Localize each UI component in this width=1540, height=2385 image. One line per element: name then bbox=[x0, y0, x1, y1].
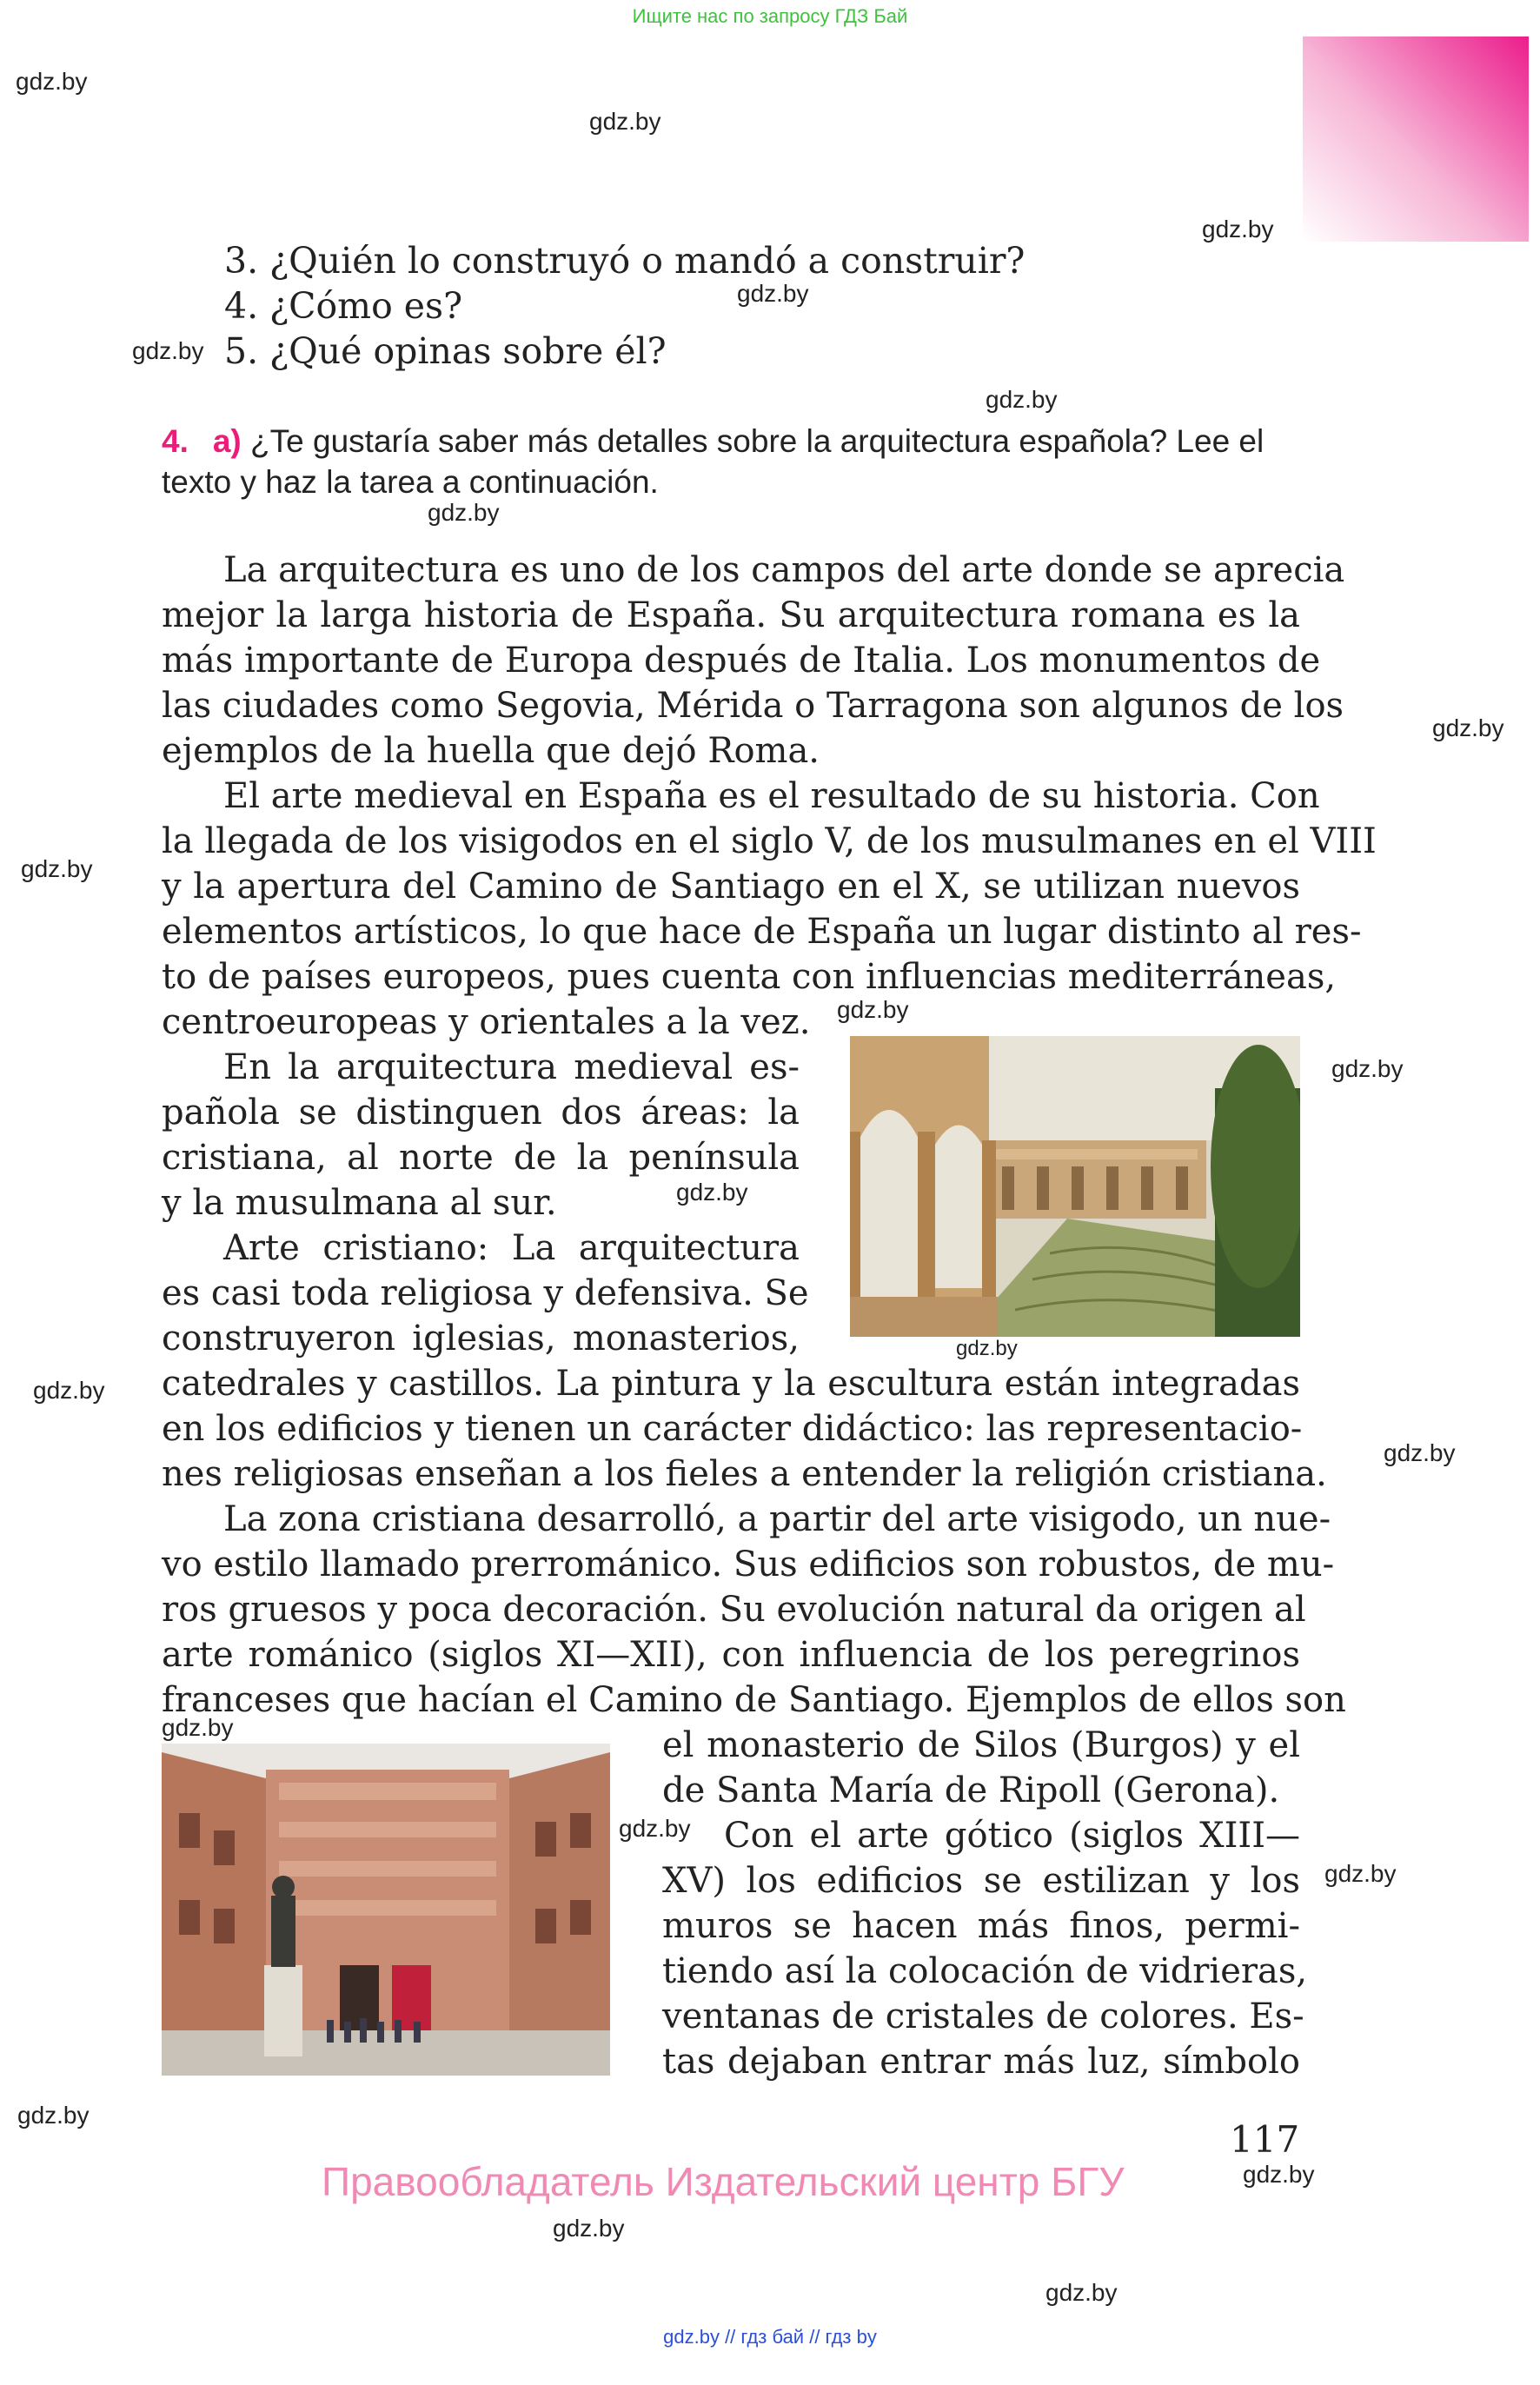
watermark: gdz.by bbox=[16, 68, 88, 95]
text-line: arte románico (siglos XI—XII), con influencia de los peregrinos bbox=[162, 1635, 1300, 1675]
watermark: gdz.by bbox=[956, 1337, 1018, 1360]
text-line: elementos artísticos, lo que hace de España un lugar distinto al res- bbox=[162, 912, 1362, 952]
watermark: gdz.by bbox=[553, 2215, 625, 2242]
text-line: ros gruesos y poca decoración. Su evolución natural da origen al bbox=[162, 1590, 1306, 1630]
text-line: La zona cristiana desarrolló, a partir del arte visigodo, un nue- bbox=[223, 1499, 1331, 1539]
text-line: las ciudades como Segovia, Mérida o Tarragona son algunos de los bbox=[162, 686, 1344, 726]
text-line: XV) los edificios se estilizan y los bbox=[662, 1861, 1300, 1901]
copyright-notice: Правообладатель Издательский центр БГУ bbox=[322, 2159, 1125, 2204]
text-line: ventanas de cristales de colores. Es- bbox=[662, 1996, 1304, 2036]
text-line: ejemplos de la huella que dejó Roma. bbox=[162, 731, 820, 771]
watermark: gdz.by bbox=[21, 855, 93, 882]
text-line: tiendo así la colocación de vidrieras, bbox=[662, 1951, 1308, 1991]
corner-gradient-decoration bbox=[1303, 37, 1529, 242]
text-line: pañola se distinguen dos áreas: la bbox=[162, 1093, 800, 1133]
watermark: gdz.by bbox=[1045, 2279, 1118, 2306]
watermark: gdz.by bbox=[1384, 1439, 1456, 1466]
question-3: 3. ¿Quién lo construyó o mandó a construir? bbox=[224, 240, 1026, 282]
text-line: y la musulmana al sur. bbox=[162, 1183, 557, 1223]
question-5: 5. ¿Qué opinas sobre él? bbox=[224, 330, 667, 372]
text-line: en los edificios y tienen un carácter didáctico: las representacio- bbox=[162, 1409, 1303, 1449]
text-line: nes religiosas enseñan a los fieles a entender la religión cristiana. bbox=[162, 1454, 1327, 1494]
watermark: gdz.by bbox=[33, 1377, 105, 1404]
text-line: y la apertura del Camino de Santiago en el X, se utilizan nuevos bbox=[162, 867, 1300, 907]
watermark: gdz.by bbox=[1243, 2161, 1315, 2188]
watermark: gdz.by bbox=[619, 1815, 691, 1842]
question-4: 4. ¿Cómo es? bbox=[224, 285, 463, 327]
watermark: gdz.by bbox=[1202, 216, 1274, 242]
text-line: Con el arte gótico (siglos XIII— bbox=[724, 1816, 1300, 1856]
watermark: gdz.by bbox=[986, 386, 1058, 413]
watermark: gdz.by bbox=[1331, 1055, 1404, 1082]
text-line: catedrales y castillos. La pintura y la escultura están integradas bbox=[162, 1364, 1300, 1404]
text-line: mejor la larga historia de España. Su arquitectura romana es la bbox=[162, 595, 1300, 635]
top-banner: Ищите нас по запросу ГДЗ Бай bbox=[632, 5, 908, 27]
text-line: El arte medieval en España es el resultado de su historia. Con bbox=[223, 776, 1320, 816]
watermark: gdz.by bbox=[1324, 1860, 1397, 1887]
text-line: Arte cristiano: La arquitectura bbox=[223, 1228, 800, 1268]
watermark: gdz.by bbox=[162, 1714, 234, 1741]
text-line: muros se hacen más finos, permi- bbox=[662, 1906, 1300, 1946]
watermark: gdz.by bbox=[589, 108, 661, 135]
watermark: gdz.by bbox=[428, 499, 500, 526]
text-line: es casi toda religiosa y defensiva. Se bbox=[162, 1273, 809, 1313]
footer-links: gdz.by // гдз бай // гдз by bbox=[663, 2326, 877, 2348]
text-line: En la arquitectura medieval es- bbox=[223, 1047, 800, 1087]
task-instruction bbox=[162, 421, 1300, 502]
text-line: cristiana, al norte de la península bbox=[162, 1138, 800, 1178]
text-line: el monasterio de Silos (Burgos) y el bbox=[662, 1725, 1300, 1765]
text-line: más importante de Europa después de Italia. Los monumentos de bbox=[162, 641, 1321, 681]
text-line: construyeron iglesias, monasterios, bbox=[162, 1319, 800, 1359]
task-text: ¿Te gustaría saber más detalles sobre la arquitectura española? Lee el texto y haz la tarea a continuación. bbox=[162, 423, 1265, 500]
watermark: gdz.by bbox=[676, 1179, 748, 1206]
cloister-photo bbox=[850, 1036, 1300, 1337]
watermark: gdz.by bbox=[837, 996, 909, 1023]
facade-photo bbox=[162, 1744, 610, 2076]
watermark: gdz.by bbox=[17, 2102, 90, 2129]
text-line: centroeuropeas y orientales a la vez. bbox=[162, 1002, 811, 1042]
text-line: franceses que hacían el Camino de Santiago. Ejemplos de ellos son bbox=[162, 1680, 1346, 1720]
task-sub-label: a) bbox=[212, 423, 242, 459]
text-line: la llegada de los visigodos en el siglo V, de los musulmanes en el VIII bbox=[162, 821, 1377, 861]
page-number: 117 bbox=[1230, 2118, 1300, 2161]
task-number: 4. bbox=[162, 423, 189, 459]
text-line: tas dejaban entrar más luz, símbolo bbox=[662, 2042, 1300, 2082]
watermark: gdz.by bbox=[1432, 714, 1504, 741]
text-line: de Santa María de Ripoll (Gerona). bbox=[662, 1770, 1280, 1810]
text-line: to de países europeos, pues cuenta con influencias mediterráneas, bbox=[162, 957, 1337, 997]
text-line: La arquitectura es uno de los campos del arte donde se aprecia bbox=[223, 550, 1345, 590]
watermark: gdz.by bbox=[132, 337, 204, 364]
watermark: gdz.by bbox=[737, 280, 809, 307]
text-line: vo estilo llamado prerrománico. Sus edificios son robustos, de mu- bbox=[162, 1545, 1335, 1584]
